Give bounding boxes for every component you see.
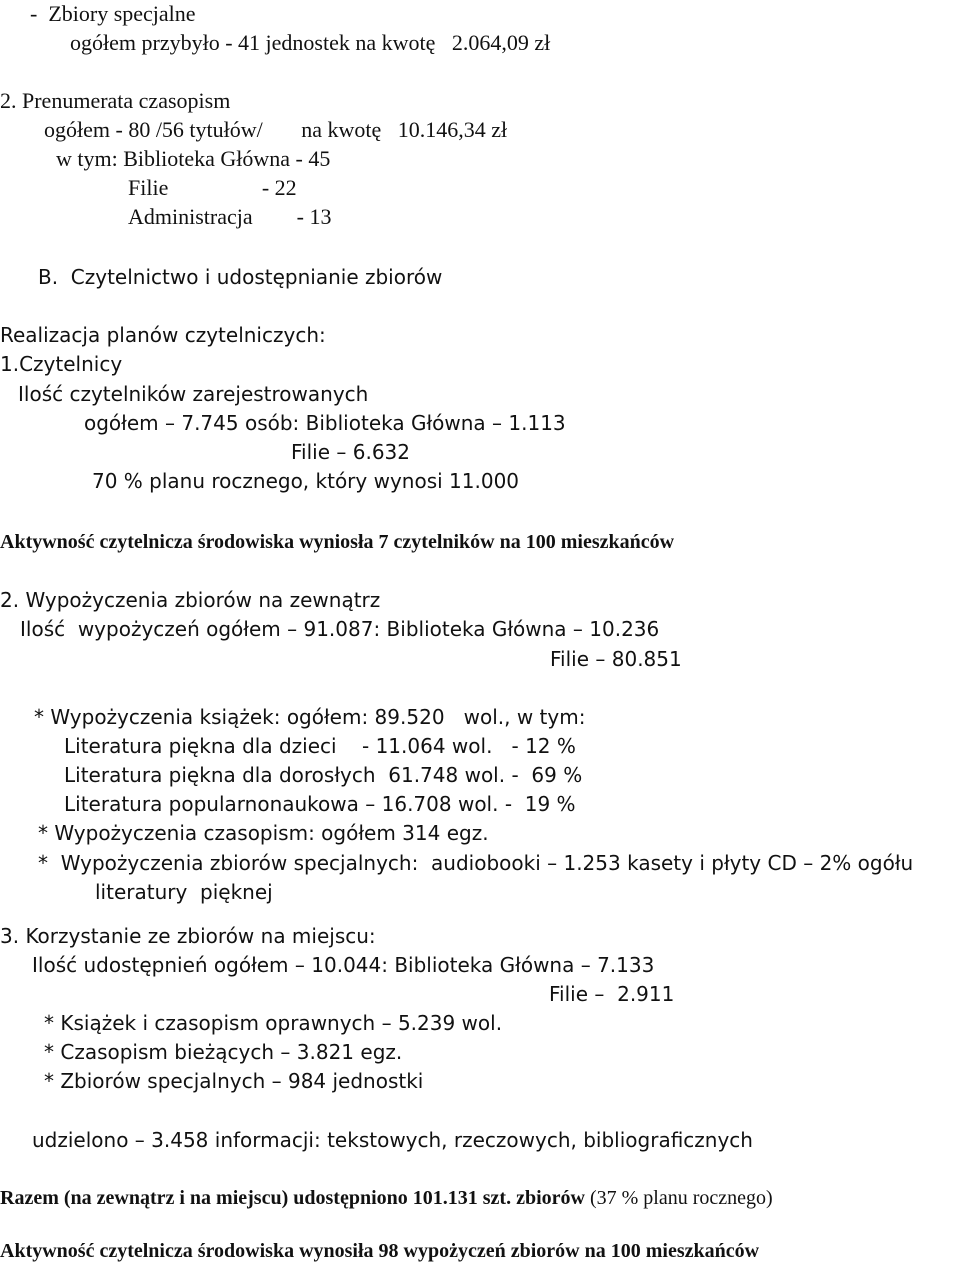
total-provided-plan: (37 % planu rocznego) [584, 1187, 773, 1209]
section-b-heading: B. Czytelnictwo i udostępnianie zbiorów [38, 265, 443, 289]
subscriptions-main-library: w tym: Biblioteka Główna - 45 [56, 146, 331, 171]
loan-activity-summary: Aktywność czytelnicza środowiska wynosiła 98 wypożyczeń zbiorów na 100 mieszkańców [0, 1240, 760, 1262]
onsite-use-heading: 3. Korzystanie ze zbiorów na miejscu: [0, 924, 376, 948]
total-provided-bold: Razem (na zewnątrz i na miejscu) udostępniono 101.131 szt. zbiorów [0, 1187, 585, 1209]
registered-readers-label: Ilość czytelników zarejestrowanych [18, 382, 369, 406]
subscriptions-heading: 2. Prenumerata czasopism [0, 88, 231, 113]
subscriptions-branches: Filie - 22 [128, 175, 297, 200]
subscriptions-total: ogółem - 80 /56 tytułów/ na kwotę 10.146,34 zł [44, 117, 508, 142]
reader-activity-summary: Aktywność czytelnicza środowiska wyniosła 7 czytelników na 100 mieszkańców [0, 531, 675, 553]
information-given: udzielono – 3.458 informacji: tekstowych, rzeczowych, bibliograficznych [32, 1128, 753, 1152]
onsite-use-branches: Filie – 2.911 [549, 982, 675, 1006]
adult-literature: Literatura piękna dla dorosłych 61.748 wol. - 69 % [64, 763, 583, 787]
special-collections-total: ogółem przybyło - 41 jednostek na kwotę 2.064,09 zł [70, 30, 551, 55]
annual-plan-percent: 70 % planu rocznego, który wynosi 11.000 [92, 469, 520, 493]
current-periodicals: * Czasopism bieżących – 3.821 egz. [44, 1040, 403, 1064]
loans-total: Ilość wypożyczeń ogółem – 91.087: Biblioteka Główna – 10.236 [20, 617, 660, 641]
total-provided-summary [0, 1184, 773, 1212]
reading-plans-heading: Realizacja planów czytelniczych: [0, 323, 326, 347]
loans-branches: Filie – 80.851 [550, 647, 682, 671]
special-collections-onsite: * Zbiorów specjalnych – 984 jednostki [44, 1069, 424, 1093]
childrens-literature: Literatura piękna dla dzieci - 11.064 wol. - 12 % [64, 734, 576, 758]
periodical-loans: * Wypożyczenia czasopism: ogółem 314 egz. [38, 821, 489, 845]
bound-books-periodicals: * Książek i czasopism oprawnych – 5.239 wol. [44, 1011, 503, 1035]
registered-readers-branches: Filie – 6.632 [291, 440, 410, 464]
popular-science: Literatura popularnonaukowa – 16.708 wol. - 19 % [64, 792, 576, 816]
onsite-use-total: Ilość udostępnień ogółem – 10.044: Biblioteka Główna – 7.133 [32, 953, 655, 977]
special-collections-heading: - Zbiory specjalne [30, 1, 196, 26]
readers-heading: 1.Czytelnicy [0, 352, 123, 376]
subscriptions-administration: Administracja - 13 [128, 204, 332, 229]
book-loans-total: * Wypożyczenia książek: ogółem: 89.520 wol., w tym: [34, 705, 586, 729]
loans-heading: 2. Wypożyczenia zbiorów na zewnątrz [0, 588, 381, 612]
registered-readers-total: ogółem – 7.745 osób: Biblioteka Główna – 1.113 [84, 411, 566, 435]
special-collection-loans: * Wypożyczenia zbiorów specjalnych: audiobooki – 1.253 kasety i płyty CD – 2% ogółu [38, 851, 914, 875]
special-collection-loans-cont: literatury pięknej [95, 880, 273, 904]
